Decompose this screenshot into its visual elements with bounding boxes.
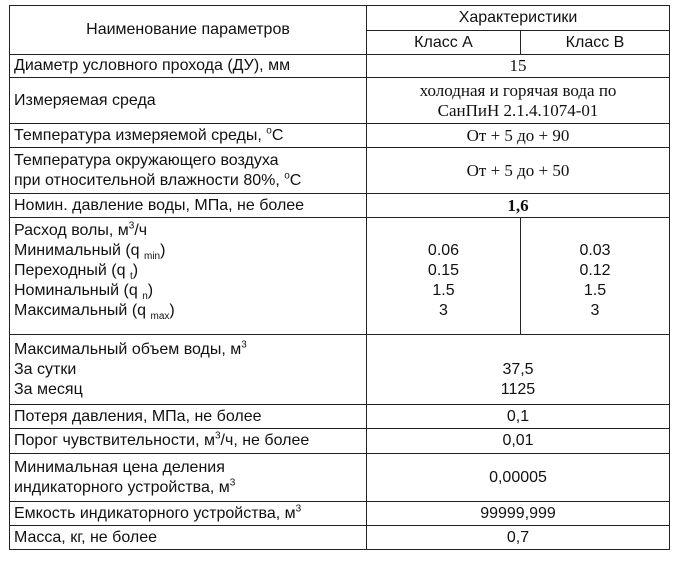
label-text: Температура измеряемой среды, (14, 126, 267, 144)
unit-sup: 3 (214, 430, 221, 442)
q-sub: n (142, 291, 148, 303)
sensitivity-label (10, 429, 367, 454)
max-volume-labels (10, 335, 367, 405)
capacity-label (10, 502, 367, 526)
table-row (10, 218, 670, 335)
unit-text: C (289, 171, 302, 189)
flow-max-a: 3 (439, 302, 448, 319)
flow-transitional-label (14, 261, 362, 281)
table-row (10, 429, 670, 454)
spacer (371, 221, 516, 241)
label-text: Максимальный (q (14, 302, 151, 319)
label-line1: Минимальная цена деления (14, 458, 225, 476)
max-volume-month-value: 1125 (500, 380, 536, 398)
pressure-loss-label: Потеря давления, МПа, не более (10, 405, 367, 429)
unit-text: C (271, 126, 284, 144)
label-text: Емкость индикаторного устройства, м (14, 504, 296, 522)
label-line2 (14, 478, 362, 498)
table-row (10, 526, 670, 550)
degree-sup: o (284, 170, 290, 182)
label-line1: Температура окружающего воздуха (14, 151, 279, 169)
max-volume-day-label: За сутки (14, 360, 77, 378)
label-text: Расход волы, м (14, 222, 129, 239)
flow-min-label (14, 241, 362, 261)
paren: ) (132, 262, 139, 279)
flow-min-b: 0.03 (579, 242, 611, 259)
diameter-value: 15 (367, 55, 670, 78)
table-row (10, 124, 670, 148)
flow-labels (10, 218, 367, 335)
label-text: при относительной влажности 80%, (14, 171, 285, 189)
ambient-temp-value: От + 5 до + 50 (367, 148, 670, 194)
unit-sup: 3 (128, 220, 135, 232)
degree-sup: o (266, 125, 272, 137)
min-division-value: 0,00005 (367, 454, 670, 502)
unit-text: /ч (134, 222, 148, 239)
mass-value: 0,7 (367, 526, 670, 550)
unit-sup: 3 (295, 503, 302, 515)
medium-value-line1: холодная и горячая вода по (419, 80, 617, 100)
flow-nominal-label (14, 281, 362, 301)
flow-title (14, 221, 362, 241)
max-volume-values (367, 335, 670, 405)
flow-class-b-values (521, 218, 670, 335)
unit-text: /ч, не более (220, 432, 310, 449)
unit-sup: 3 (229, 477, 236, 489)
header-row (10, 6, 670, 31)
spacer (371, 340, 665, 360)
max-volume-title (14, 340, 362, 360)
flow-transitional-a: 0.15 (427, 262, 460, 279)
mass-label: Масса, кг, не более (10, 526, 367, 550)
ambient-temp-label (10, 148, 367, 194)
flow-max-label (14, 301, 362, 321)
medium-temp-value: От + 5 до + 90 (367, 124, 670, 148)
capacity-value: 99999,999 (367, 502, 670, 526)
medium-value (367, 78, 670, 124)
medium-label: Измеряемая среда (10, 78, 367, 124)
table-row (10, 335, 670, 405)
paren: ) (169, 302, 175, 319)
flow-nominal-a: 1.5 (432, 282, 455, 299)
paren: ) (160, 242, 166, 259)
table-row (10, 502, 670, 526)
label-text: Минимальный (q (14, 242, 144, 259)
flow-nominal-b: 1.5 (583, 282, 607, 299)
max-volume-month-label: За месяц (14, 380, 83, 398)
medium-temp-label (10, 124, 367, 148)
spec-table (9, 5, 670, 550)
table-row (10, 78, 670, 124)
flow-max-b: 3 (590, 302, 600, 319)
sensitivity-value: 0,01 (367, 429, 670, 454)
table-row (10, 148, 670, 194)
min-division-label (10, 454, 367, 502)
pressure-value: 1,6 (367, 194, 670, 218)
table-row (10, 55, 670, 78)
unit-sup: 3 (241, 339, 247, 351)
paren: ) (147, 282, 154, 299)
label-text: Порог чувствительности, м (14, 432, 215, 449)
pressure-loss-value: 0,1 (367, 405, 670, 429)
label-text: Максимальный объем воды, м (14, 340, 242, 358)
flow-class-a-values (367, 218, 521, 335)
diameter-label: Диаметр условного прохода (ДУ), мм (10, 55, 367, 78)
q-sub: min (144, 251, 161, 263)
flow-transitional-b: 0.12 (579, 262, 611, 279)
spacer (525, 221, 665, 241)
table-row (10, 405, 670, 429)
class-a-header: Класс А (367, 31, 521, 55)
table-row (10, 194, 670, 218)
label-text: Номинальный (q (14, 282, 143, 299)
characteristics-header: Характеристики (367, 6, 670, 31)
q-sub: max (150, 311, 170, 323)
class-b-header: Класс В (521, 31, 670, 55)
medium-value-line2: СанПиН 2.1.4.1074-01 (437, 100, 599, 120)
label-line2 (14, 171, 362, 191)
pressure-label: Номин. давление воды, МПа, не более (10, 194, 367, 218)
max-volume-day-value: 37,5 (502, 360, 534, 378)
label-text: Переходный (q (14, 262, 130, 279)
flow-min-a: 0.06 (427, 242, 460, 259)
table-row (10, 454, 670, 502)
param-column-header: Наименование параметров (10, 6, 367, 55)
label-text: индикаторного устройства, м (14, 478, 230, 496)
q-sub: t (129, 271, 133, 283)
